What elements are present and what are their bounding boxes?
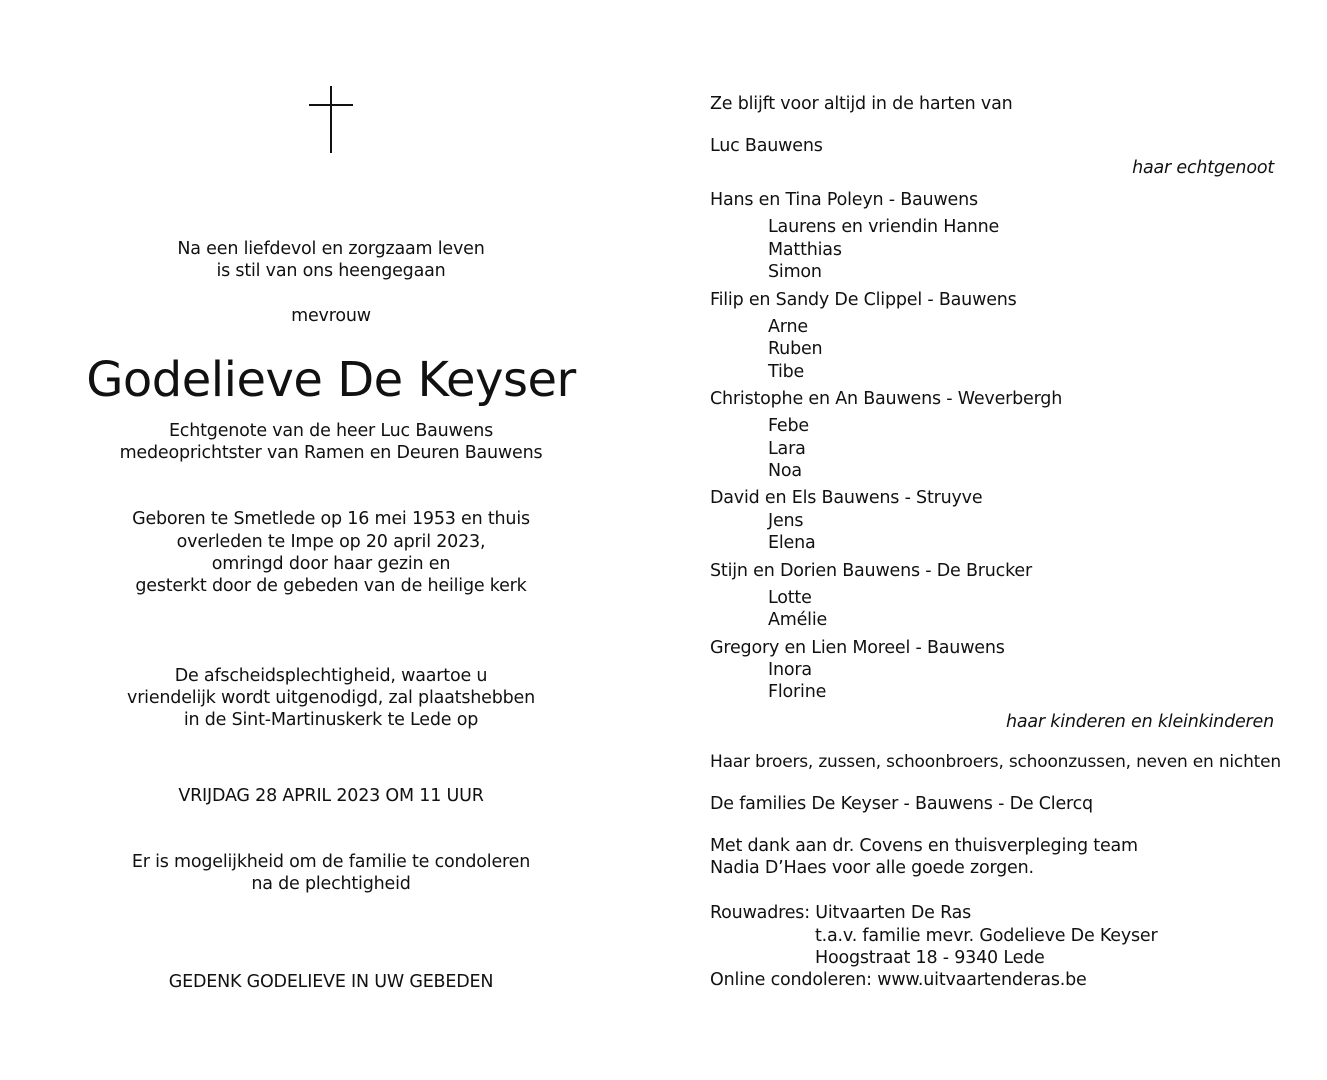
family-child: Amélie [768, 610, 828, 630]
siblings-line: Haar broers, zussen, schoonbroers, schoonzussen, neven en nichten [710, 752, 1281, 772]
birth-line-1: Geboren te Smetlede op 16 mei 1953 en thuis [132, 509, 530, 529]
thanks-line-2: Nadia D’Haes voor alle goede zorgen. [710, 858, 1034, 878]
family-child: Febe [768, 416, 809, 436]
family-child: Lara [768, 439, 806, 459]
family-child: Jens [768, 511, 804, 531]
deceased-name: Godelieve De Keyser [86, 352, 576, 408]
condolence-line-2: na de plechtigheid [251, 874, 411, 894]
intro-line-1: Na een liefdevol en zorgzaam leven [177, 239, 485, 259]
ceremony-line-3: in de Sint-Martinuskerk te Lede op [183, 710, 479, 730]
thanks-line-1: Met dank aan dr. Covens en thuisverpleging team [710, 836, 1138, 856]
husband-role: haar echtgenoot [1132, 158, 1274, 178]
ceremony-line-1: De afscheidsplechtigheid, waartoe u [174, 666, 488, 686]
right-intro: Ze blijft voor altijd in de harten van [710, 94, 1013, 114]
birth-line-4: gesterkt door de gebeden van de heilige kerk [135, 576, 527, 596]
family-parents: Gregory en Lien Moreel - Bauwens [710, 638, 1005, 658]
husband-name: Luc Bauwens [710, 136, 823, 156]
family-parents: David en Els Bauwens - Struyve [710, 488, 983, 508]
family-child: Noa [768, 461, 802, 481]
condolence-line-1: Er is mogelijkheid om de familie te condoleren [131, 852, 531, 872]
ceremony-line-2: vriendelijk wordt uitgenodigd, zal plaatshebben [127, 688, 535, 708]
family-child: Florine [768, 682, 827, 702]
birth-line-3: omringd door haar gezin en [211, 554, 451, 574]
family-child: Arne [768, 317, 808, 337]
birth-line-2: overleden te Impe op 20 april 2023, [176, 532, 486, 552]
ceremony-date: VRIJDAG 28 APRIL 2023 OM 11 UUR [178, 786, 484, 806]
role-line-2: medeoprichtster van Ramen en Deuren Bauwens [119, 443, 543, 463]
title-mevrouw: mevrouw [291, 306, 371, 326]
children-role: haar kinderen en kleinkinderen [1005, 712, 1274, 732]
family-parents: Christophe en An Bauwens - Weverbergh [710, 389, 1063, 409]
family-child: Simon [768, 262, 822, 282]
family-parents: Stijn en Dorien Bauwens - De Brucker [710, 561, 1032, 581]
family-parents: Hans en Tina Poleyn - Bauwens [710, 190, 978, 210]
intro-line-2: is stil van ons heengegaan [216, 261, 446, 281]
family-child: Elena [768, 533, 816, 553]
closing-prayer: GEDENK GODELIEVE IN UW GEBEDEN [168, 972, 494, 992]
family-child: Tibe [768, 362, 805, 382]
online-condolence: Online condoleren: www.uitvaartenderas.be [710, 970, 1087, 990]
family-parents: Filip en Sandy De Clippel - Bauwens [710, 290, 1017, 310]
family-child: Ruben [768, 339, 823, 359]
address-line-2: t.a.v. familie mevr. Godelieve De Keyser [815, 926, 1158, 946]
families-line: De families De Keyser - Bauwens - De Clercq [710, 794, 1093, 814]
address-line-3: Hoogstraat 18 - 9340 Lede [815, 948, 1045, 968]
role-line-1: Echtgenote van de heer Luc Bauwens [168, 421, 494, 441]
family-child: Matthias [768, 240, 842, 260]
address-line-1: Rouwadres: Uitvaarten De Ras [710, 903, 972, 923]
family-child: Lotte [768, 588, 812, 608]
family-child: Laurens en vriendin Hanne [768, 217, 1000, 237]
family-child: Inora [768, 660, 812, 680]
cross-icon [309, 86, 353, 153]
